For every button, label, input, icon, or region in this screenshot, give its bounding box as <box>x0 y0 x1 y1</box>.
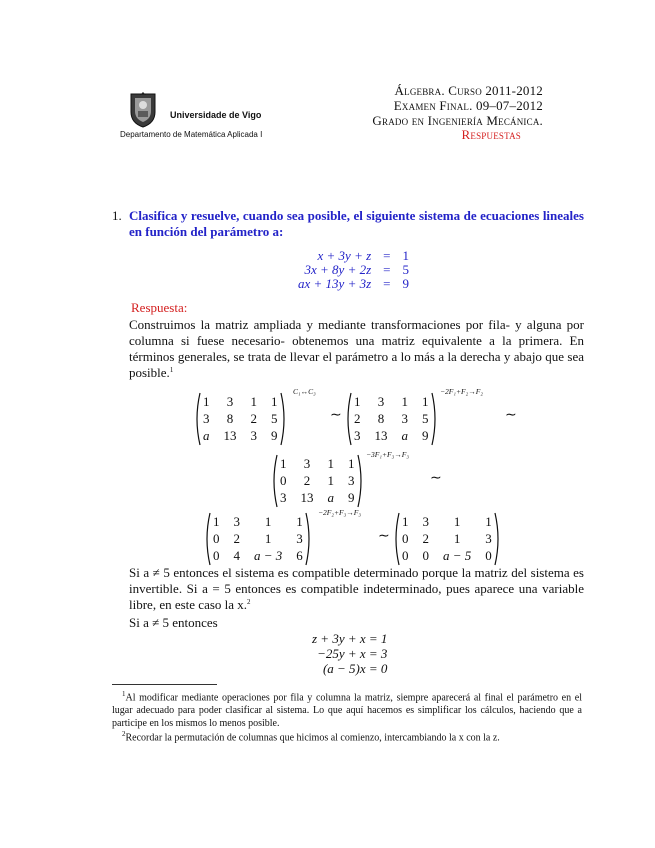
matrix-cell: a − 3 <box>254 548 283 563</box>
matrix-cell: 3 <box>485 531 492 546</box>
matrix-cell: 2 <box>354 411 361 426</box>
system-lhs: x + 3y + z <box>317 248 372 263</box>
matrix-cell: a − 5 <box>443 548 472 563</box>
matrix-cell: a <box>327 490 334 505</box>
matrix-cell: 3 <box>401 411 408 426</box>
matrix-cell: 1 <box>264 531 272 546</box>
matrix-op-2: −2F₁+F₂→F₂ <box>440 387 483 396</box>
answer-label: Respuesta: <box>131 300 188 315</box>
university-logo <box>128 92 158 128</box>
matrix-cell: 0 <box>280 473 287 488</box>
system-row <box>292 263 415 277</box>
matrix-cell: 1 <box>453 531 461 546</box>
augmented-matrix-4 <box>203 512 313 566</box>
footnote-1 <box>112 688 582 730</box>
equivalence-symbol: ∼ <box>505 408 517 423</box>
system-op: = <box>383 262 391 277</box>
matrix-cell: 0 <box>422 548 429 563</box>
left-parenthesis <box>193 392 201 446</box>
footnote-2 <box>112 728 582 744</box>
equivalence-symbol: ∼ <box>430 471 442 486</box>
matrix-cell: 13 <box>300 490 314 505</box>
matrix-cell: 0 <box>402 548 409 563</box>
matrix-cell: 1 <box>203 394 210 409</box>
matrix-cell: 1 <box>213 514 220 529</box>
footnote-text: Al modificar mediante operaciones por fila y columna la matriz, siempre aparecerá al final el parámetro en el lugar adecuado para poder clasificar al sistema. Lo que aquí hacemos es simplificar los cálculos, haciendo que a participe en los mismos lo menos posible. <box>112 692 582 730</box>
matrix-cell: 6 <box>296 548 303 563</box>
system-op: = <box>383 248 391 263</box>
matrix-cell: 1 <box>271 394 278 409</box>
matrix-cell: 5 <box>271 411 278 426</box>
system-op: = <box>383 276 391 291</box>
classification-text: Si a ≠ 5 entonces el sistema es compatible determinado porque la matriz del sistema es invertible. Si a = 5 entonces es compatible indeterminado, pues aparece una variable libre, en este caso la x. <box>129 565 584 612</box>
course-title: Álgebra. Curso 2011-2012 <box>394 83 543 98</box>
augmented-matrix-1 <box>193 392 288 446</box>
footnote-mark: 1 <box>122 690 126 698</box>
system-lhs: 3x + 8y + 2z <box>304 262 372 277</box>
matrix-cell: 4 <box>233 548 240 563</box>
matrix-cell: 3 <box>233 514 240 529</box>
left-parenthesis <box>203 512 211 566</box>
matrix-cell: 3 <box>354 428 361 443</box>
reduced-eq: z + 3y + x = 1 <box>312 631 388 646</box>
matrix-op-3: −3F₁+F₃→F₃ <box>366 450 409 459</box>
answer-intro-text: Construimos la matriz ampliada y mediante transformaciones por fila- y alguna por columna si fuese necesario- obtenemos una matriz equivalente a la primera. En términos generales, se trata de llevar el parámetro a lo más a la derecha y abajo que sea posible. <box>129 317 584 380</box>
right-parenthesis <box>305 512 313 566</box>
matrix-cell: 1 <box>401 394 408 409</box>
matrix-cell: a <box>401 428 408 443</box>
matrix-cell: 0 <box>402 531 409 546</box>
matrix-cell: 1 <box>250 394 257 409</box>
matrix-cell: 2 <box>303 473 311 488</box>
answer-intro <box>129 317 584 381</box>
matrix-cell: 13 <box>374 428 388 443</box>
university-name: Universidade de Vigo <box>170 110 262 120</box>
matrix-cell: 3 <box>296 531 303 546</box>
problem-statement: Clasifica y resuelve, cuando sea posible, el siguiente sistema de ecuaciones lineales en función del parámetro a: <box>129 208 584 239</box>
augmented-matrix-5 <box>392 512 502 566</box>
matrix-cell: 9 <box>271 428 278 443</box>
matrix-grid <box>201 392 280 446</box>
matrix-cell: 1 <box>348 456 355 471</box>
matrix-cell: 3 <box>203 411 210 426</box>
matrix-cell: 1 <box>327 473 334 488</box>
matrix-cell: a <box>203 428 210 443</box>
matrix-cell: 1 <box>296 514 303 529</box>
matrix-cell: 1 <box>485 514 492 529</box>
right-parenthesis <box>357 454 365 508</box>
reduced-eq: (a − 5)x = 0 <box>322 661 388 676</box>
matrix-cell: 1 <box>402 514 409 529</box>
matrix-grid <box>278 454 357 508</box>
system-rhs: 9 <box>402 276 409 291</box>
footnote-text: Recordar la permutación de columnas que hicimos al comienzo, intercambiando la x con la z. <box>125 732 500 744</box>
matrix-op-1: C₁↔C₃ <box>293 387 316 396</box>
matrix-grid <box>400 512 494 566</box>
problem-system <box>292 249 415 291</box>
matrix-cell: 5 <box>422 411 429 426</box>
augmented-matrix-3 <box>270 454 365 508</box>
classification-paragraph <box>129 565 584 613</box>
matrix-cell: 0 <box>485 548 492 563</box>
matrix-cell: 1 <box>422 394 429 409</box>
system-rhs: 1 <box>402 248 409 263</box>
footnote-ref-1: 1 <box>169 366 174 374</box>
footnote-ref-2: 2 <box>247 598 251 606</box>
degree-title: Grado en Ingeniería Mecánica. <box>372 113 543 128</box>
reduced-system <box>312 631 387 676</box>
matrix-cell: 3 <box>303 456 311 471</box>
department-name: Departamento de Matemática Aplicada I <box>120 130 263 139</box>
case-intro: Si a ≠ 5 entonces <box>129 615 218 630</box>
matrix-cell: 3 <box>226 394 234 409</box>
system-row <box>292 277 415 291</box>
matrix-cell: 8 <box>226 411 234 426</box>
matrix-cell: 9 <box>422 428 429 443</box>
right-parenthesis <box>494 512 502 566</box>
system-lhs: ax + 13y + 3z <box>298 276 372 291</box>
matrix-cell: 2 <box>233 531 240 546</box>
matrix-cell: 1 <box>354 394 361 409</box>
equivalence-symbol: ∼ <box>330 408 342 423</box>
left-parenthesis <box>344 392 352 446</box>
equivalence-symbol: ∼ <box>378 529 390 544</box>
matrix-cell: 1 <box>453 514 461 529</box>
matrix-cell: 13 <box>223 428 237 443</box>
reduced-eq: −25y + x = 3 <box>317 646 388 661</box>
matrix-grid <box>352 392 431 446</box>
matrix-cell: 3 <box>422 514 429 529</box>
right-parenthesis <box>280 392 288 446</box>
augmented-matrix-2 <box>344 392 439 446</box>
footnote-rule <box>112 684 217 685</box>
matrix-cell: 1 <box>327 456 334 471</box>
matrix-cell: 2 <box>422 531 429 546</box>
left-parenthesis <box>392 512 400 566</box>
matrix-cell: 3 <box>280 490 287 505</box>
matrix-cell: 9 <box>348 490 355 505</box>
matrix-op-4: −2F₂+F₃→F₃ <box>318 508 361 517</box>
matrix-grid <box>211 512 305 566</box>
matrix-cell: 3 <box>250 428 257 443</box>
matrix-cell: 1 <box>280 456 287 471</box>
matrix-cell: 0 <box>213 531 220 546</box>
exam-title: Examen Final. 09–07–2012 <box>393 98 543 113</box>
system-row <box>292 249 415 263</box>
right-parenthesis <box>431 392 439 446</box>
matrix-cell: 1 <box>264 514 272 529</box>
matrix-cell: 2 <box>250 411 257 426</box>
matrix-cell: 8 <box>377 411 385 426</box>
matrix-cell: 0 <box>213 548 220 563</box>
system-rhs: 5 <box>402 262 409 277</box>
matrix-cell: 3 <box>348 473 355 488</box>
left-parenthesis <box>270 454 278 508</box>
footnote-mark: 2 <box>122 730 126 738</box>
answers-label: Respuestas <box>461 127 521 142</box>
matrix-cell: 3 <box>377 394 385 409</box>
problem-number: 1. <box>112 208 122 223</box>
